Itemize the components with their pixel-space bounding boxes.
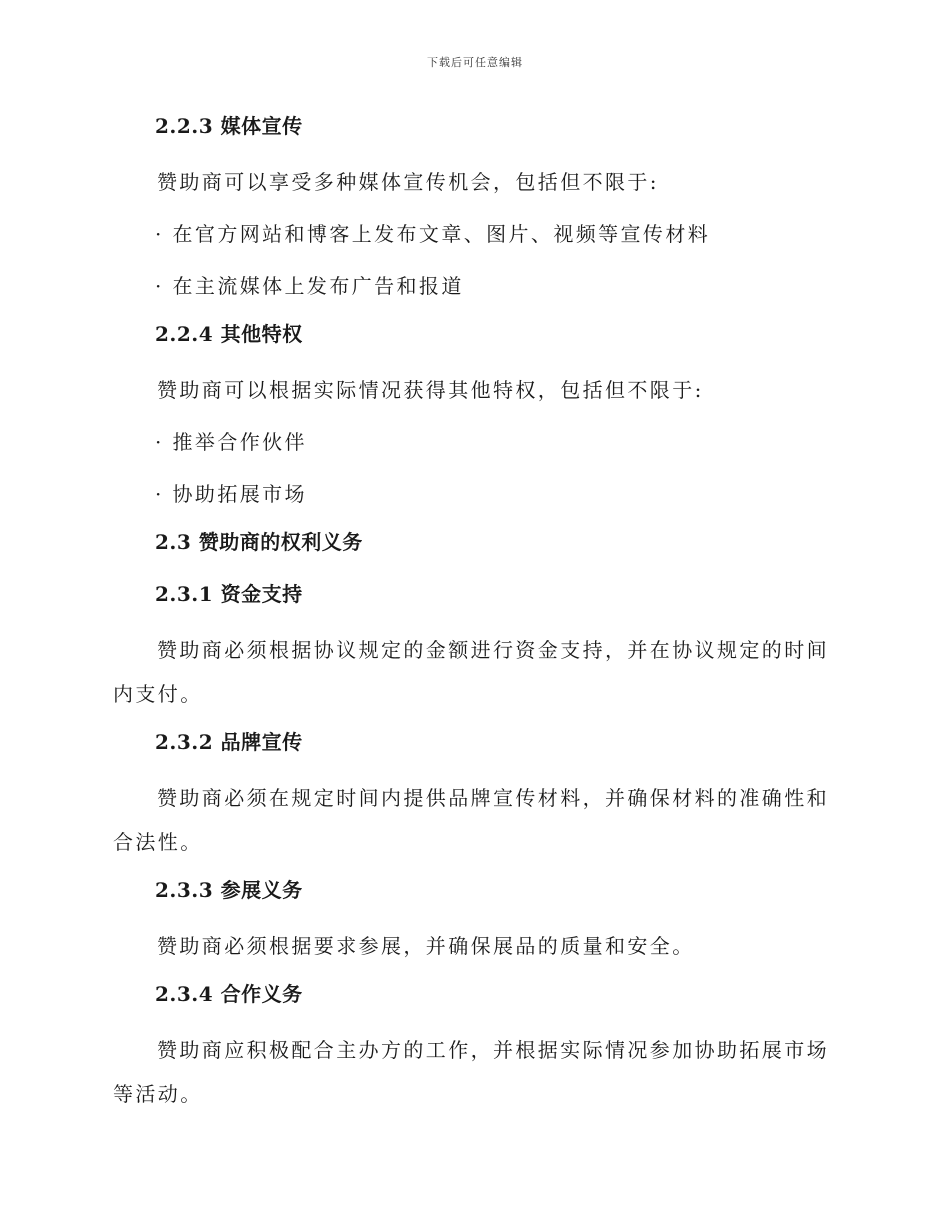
- paragraph-exhibition: 赞助商必须根据要求参展，并确保展品的质量和安全。: [157, 934, 695, 958]
- heading-2-3-1: 2.3.1 资金支持: [155, 582, 303, 606]
- bullet-item: · 协助拓展市场: [155, 482, 307, 506]
- heading-2-2-4: 2.2.4 其他特权: [155, 322, 303, 346]
- header-note: 下载后可任意编辑: [427, 56, 523, 69]
- heading-2-3-4: 2.3.4 合作义务: [155, 982, 303, 1006]
- paragraph-funding: 赞助商必须根据协议规定的金额进行资金支持，并在协议规定的时间内支付。: [113, 638, 829, 706]
- paragraph-privileges-intro: 赞助商可以根据实际情况获得其他特权，包括但不限于:: [157, 378, 704, 402]
- heading-2-2-3: 2.2.3 媒体宣传: [155, 114, 303, 138]
- paragraph-media-intro: 赞助商可以享受多种媒体宣传机会，包括但不限于:: [157, 170, 659, 194]
- bullet-item: · 在主流媒体上发布广告和报道: [155, 274, 464, 298]
- paragraph-cooperation: 赞助商应积极配合主办方的工作，并根据实际情况参加协助拓展市场等活动。: [113, 1038, 829, 1106]
- bullet-item: · 推举合作伙伴: [155, 430, 307, 454]
- heading-2-3: 2.3 赞助商的权利义务: [155, 530, 363, 554]
- heading-2-3-2: 2.3.2 品牌宣传: [155, 730, 303, 754]
- heading-2-3-3: 2.3.3 参展义务: [155, 878, 303, 902]
- bullet-item: · 在官方网站和博客上发布文章、图片、视频等宣传材料: [155, 222, 711, 246]
- document-body: [113, 108, 835, 1124]
- paragraph-branding: 赞助商必须在规定时间内提供品牌宣传材料，并确保材料的准确性和合法性。: [113, 786, 829, 854]
